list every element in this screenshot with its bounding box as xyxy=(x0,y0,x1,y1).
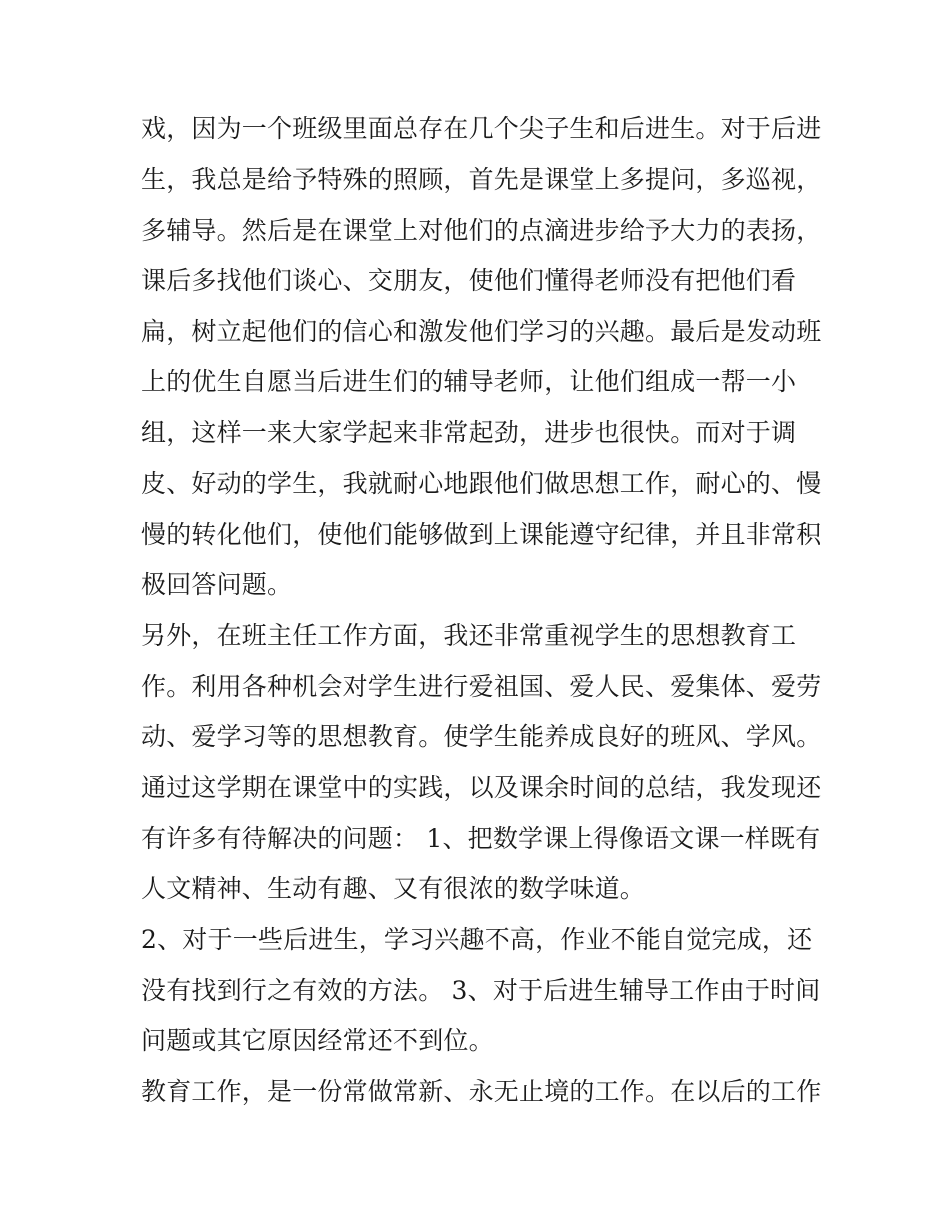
text-line-13: 动、爱学习等的思想教育。使学生能养成良好的班风、学风。 xyxy=(141,722,822,751)
text-line-3: 多辅导。然后是在课堂上对他们的点滴进步给予大力的表扬， xyxy=(141,216,822,245)
text-line-1: 戏，因为一个班级里面总存在几个尖子生和后进生。对于后进 xyxy=(141,114,822,143)
text-line-17: 2、对于一些后进生，学习兴趣不高，作业不能自觉完成，还 xyxy=(141,925,813,954)
text-line-15: 有许多有待解决的问题： 1、把数学课上得像语文课一样既有 xyxy=(141,824,821,853)
text-line-19: 问题或其它原因经常还不到位。 xyxy=(141,1026,494,1055)
text-line-12: 作。利用各种机会对学生进行爱祖国、爱人民、爱集体、爱劳 xyxy=(141,672,822,701)
text-line-9: 慢的转化他们，使他们能够做到上课能遵守纪律，并且非常积 xyxy=(141,520,822,549)
text-line-5: 扁，树立起他们的信心和激发他们学习的兴趣。最后是发动班 xyxy=(141,317,822,346)
text-line-6: 上的优生自愿当后进生们的辅导老师，让他们组成一帮一小 xyxy=(141,367,797,396)
text-line-10: 极回答问题。 xyxy=(141,570,293,599)
text-line-18: 没有找到行之有效的方法。 3、对于后进生辅导工作由于时间 xyxy=(141,976,821,1005)
text-line-8: 皮、好动的学生，我就耐心地跟他们做思想工作，耐心的、慢 xyxy=(141,469,822,498)
text-line-16: 人文精神、生动有趣、又有很浓的数学味道。 xyxy=(141,874,646,903)
text-line-2: 生，我总是给予特殊的照顾，首先是课堂上多提问，多巡视， xyxy=(141,165,822,194)
text-line-20: 教育工作，是一份常做常新、永无止境的工作。在以后的工作 xyxy=(141,1077,822,1106)
text-line-11: 另外，在班主任工作方面，我还非常重视学生的思想教育工 xyxy=(141,621,797,650)
text-line-7: 组，这样一来大家学起来非常起劲，进步也很快。而对于调 xyxy=(141,418,797,447)
text-line-4: 课后多找他们谈心、交朋友，使他们懂得老师没有把他们看 xyxy=(141,266,797,295)
text-line-14: 通过这学期在课堂中的实践，以及课余时间的总结，我发现还 xyxy=(141,773,822,802)
